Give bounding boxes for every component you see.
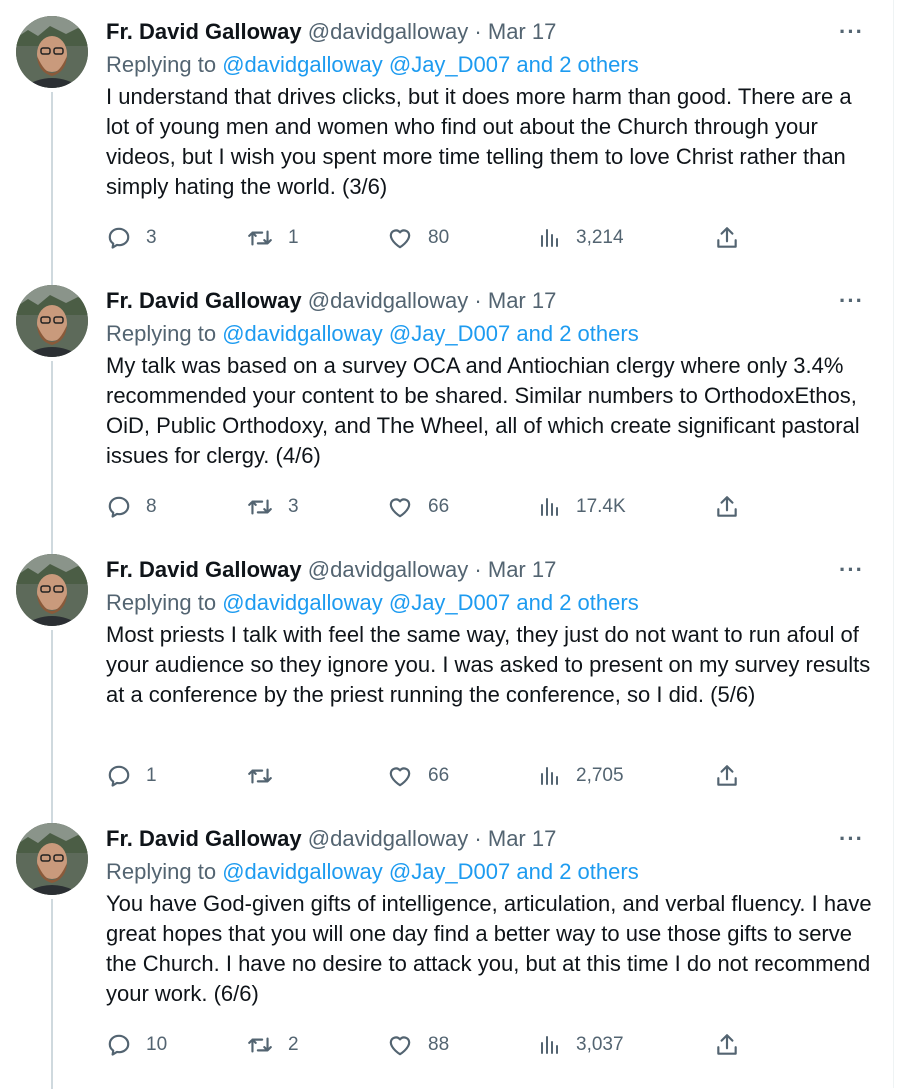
views-icon — [538, 763, 562, 789]
tweet-text: You have God-given gifts of intelligence, articulation, and verbal fluency. I have great hopes that you will one day find a better way to use those gifts to serve the Church. I have no desire to attack you, but at this time I do not recommend your work. (6/6) — [106, 891, 872, 1006]
tweet-text: I understand that drives clicks, but it does more harm than good. There are a lot of young men and women who find out about the Church through your videos, but I wish you spent more time telling them to love Christ rather than simply hating the world. (3/6) — [106, 84, 852, 199]
separator: · — [474, 826, 482, 851]
reply-button[interactable] — [106, 756, 157, 796]
views-button[interactable] — [538, 218, 624, 258]
replying-to — [106, 586, 876, 620]
tweet-date[interactable]: Mar 17 — [487, 288, 557, 313]
views-icon — [538, 494, 562, 520]
replying-link[interactable]: and 2 others — [516, 859, 639, 884]
view-count: 3,214 — [576, 227, 624, 248]
author-handle[interactable]: @davidgalloway — [307, 288, 469, 313]
like-button[interactable] — [386, 1025, 449, 1065]
reply-icon — [106, 494, 132, 520]
share-button[interactable] — [714, 756, 754, 796]
author-name[interactable]: Fr. David Galloway — [106, 288, 302, 313]
replying-link[interactable]: and 2 others — [516, 52, 639, 77]
tweet-text: Most priests I talk with feel the same way, they just do not want to run afoul of your audience so they ignore you. I was asked to present on my survey results at a conference by the priest running the conference, so I did. (5/6) — [106, 622, 871, 707]
heart-icon — [386, 225, 414, 251]
thread-line — [51, 630, 53, 830]
share-icon — [714, 225, 740, 251]
avatar[interactable] — [16, 285, 88, 357]
share-button[interactable] — [714, 487, 754, 527]
share-icon — [714, 494, 740, 520]
author-name[interactable]: Fr. David Galloway — [106, 826, 302, 851]
replying-link[interactable]: @Jay_D007 — [388, 52, 511, 77]
reply-icon — [106, 1032, 132, 1058]
tweet-actions — [106, 756, 756, 796]
author-name[interactable]: Fr. David Galloway — [106, 19, 302, 44]
replying-link[interactable]: @davidgalloway — [222, 590, 383, 615]
like-button[interactable] — [386, 756, 449, 796]
like-count: 66 — [428, 496, 450, 517]
retweet-icon — [246, 494, 274, 520]
tweet-text: My talk was based on a survey OCA and Antiochian clergy where only 3.4% recommended your content to be shared. Similar numbers to OrthodoxEthos, OiD, Public Orthodoxy, and The Wheel, all of which create significant pastoral issues for clergy. (4/6) — [106, 353, 860, 468]
more-icon[interactable]: ··· — [839, 288, 864, 313]
replying-link[interactable]: and 2 others — [516, 321, 639, 346]
view-count: 2,705 — [576, 765, 624, 786]
like-count: 66 — [428, 765, 450, 786]
tweet[interactable] — [0, 16, 890, 285]
retweet-button[interactable] — [246, 756, 288, 796]
separator: · — [474, 557, 482, 582]
thread-line — [51, 899, 53, 1089]
replying-prefix: Replying to — [106, 321, 217, 346]
reply-icon — [106, 763, 132, 789]
thread-line — [51, 361, 53, 561]
replying-to — [106, 48, 876, 82]
view-count: 3,037 — [576, 1034, 624, 1055]
retweet-icon — [246, 225, 274, 251]
tweet-header — [106, 554, 876, 586]
replying-link[interactable]: and 2 others — [516, 590, 639, 615]
replying-prefix: Replying to — [106, 52, 217, 77]
share-button[interactable] — [714, 218, 754, 258]
tweet-actions — [106, 218, 756, 258]
like-count: 88 — [428, 1034, 450, 1055]
replying-prefix: Replying to — [106, 859, 217, 884]
views-button[interactable] — [538, 487, 626, 527]
replying-to — [106, 317, 876, 351]
author-handle[interactable]: @davidgalloway — [307, 826, 469, 851]
replying-link[interactable]: @Jay_D007 — [388, 321, 511, 346]
retweet-icon — [246, 763, 274, 789]
retweet-count: 3 — [288, 496, 299, 517]
tweet-header — [106, 285, 876, 317]
separator: · — [474, 19, 482, 44]
views-button[interactable] — [538, 756, 624, 796]
reply-button[interactable] — [106, 218, 157, 258]
author-handle[interactable]: @davidgalloway — [307, 557, 469, 582]
replying-link[interactable]: @Jay_D007 — [388, 590, 511, 615]
like-button[interactable] — [386, 218, 449, 258]
tweet-date[interactable]: Mar 17 — [487, 826, 557, 851]
retweet-icon — [246, 1032, 274, 1058]
avatar[interactable] — [16, 823, 88, 895]
reply-button[interactable] — [106, 1025, 167, 1065]
reply-count: 3 — [146, 227, 157, 248]
like-button[interactable] — [386, 487, 449, 527]
tweet-header — [106, 823, 876, 855]
separator: · — [474, 288, 482, 313]
heart-icon — [386, 494, 414, 520]
retweet-count: 2 — [288, 1034, 299, 1055]
views-icon — [538, 1032, 562, 1058]
reply-count: 10 — [146, 1034, 168, 1055]
replying-link[interactable]: @davidgalloway — [222, 859, 383, 884]
tweet-date[interactable]: Mar 17 — [487, 19, 557, 44]
avatar[interactable] — [16, 16, 88, 88]
replying-to — [106, 855, 876, 889]
like-count: 80 — [428, 227, 450, 248]
retweet-count: 1 — [288, 227, 299, 248]
tweet-actions — [106, 1025, 756, 1065]
replying-link[interactable]: @davidgalloway — [222, 52, 383, 77]
replying-prefix: Replying to — [106, 590, 217, 615]
reply-button[interactable] — [106, 487, 157, 527]
more-icon[interactable]: ··· — [839, 557, 864, 582]
views-icon — [538, 225, 562, 251]
view-count: 17.4K — [576, 496, 626, 517]
tweet[interactable] — [0, 285, 890, 554]
share-icon — [714, 763, 740, 789]
author-name[interactable]: Fr. David Galloway — [106, 557, 302, 582]
heart-icon — [386, 1032, 414, 1058]
author-handle[interactable]: @davidgalloway — [307, 19, 469, 44]
share-button[interactable] — [714, 1025, 754, 1065]
more-icon[interactable]: ··· — [839, 826, 864, 851]
replying-link[interactable]: @Jay_D007 — [388, 859, 511, 884]
retweet-button[interactable] — [246, 1025, 299, 1065]
retweet-button[interactable] — [246, 218, 299, 258]
share-icon — [714, 1032, 740, 1058]
avatar[interactable] — [16, 554, 88, 626]
tweet-header — [106, 16, 876, 48]
reply-count: 8 — [146, 496, 157, 517]
tweet-actions — [106, 487, 756, 527]
more-icon[interactable]: ··· — [839, 19, 864, 44]
retweet-button[interactable] — [246, 487, 299, 527]
tweet[interactable] — [0, 554, 890, 823]
thread-line — [51, 92, 53, 292]
reply-icon — [106, 225, 132, 251]
tweet-date[interactable]: Mar 17 — [487, 557, 557, 582]
heart-icon — [386, 763, 414, 789]
reply-count: 1 — [146, 765, 157, 786]
views-button[interactable] — [538, 1025, 624, 1065]
replying-link[interactable]: @davidgalloway — [222, 321, 383, 346]
tweet[interactable] — [0, 823, 890, 1092]
timeline-border — [893, 0, 894, 1088]
